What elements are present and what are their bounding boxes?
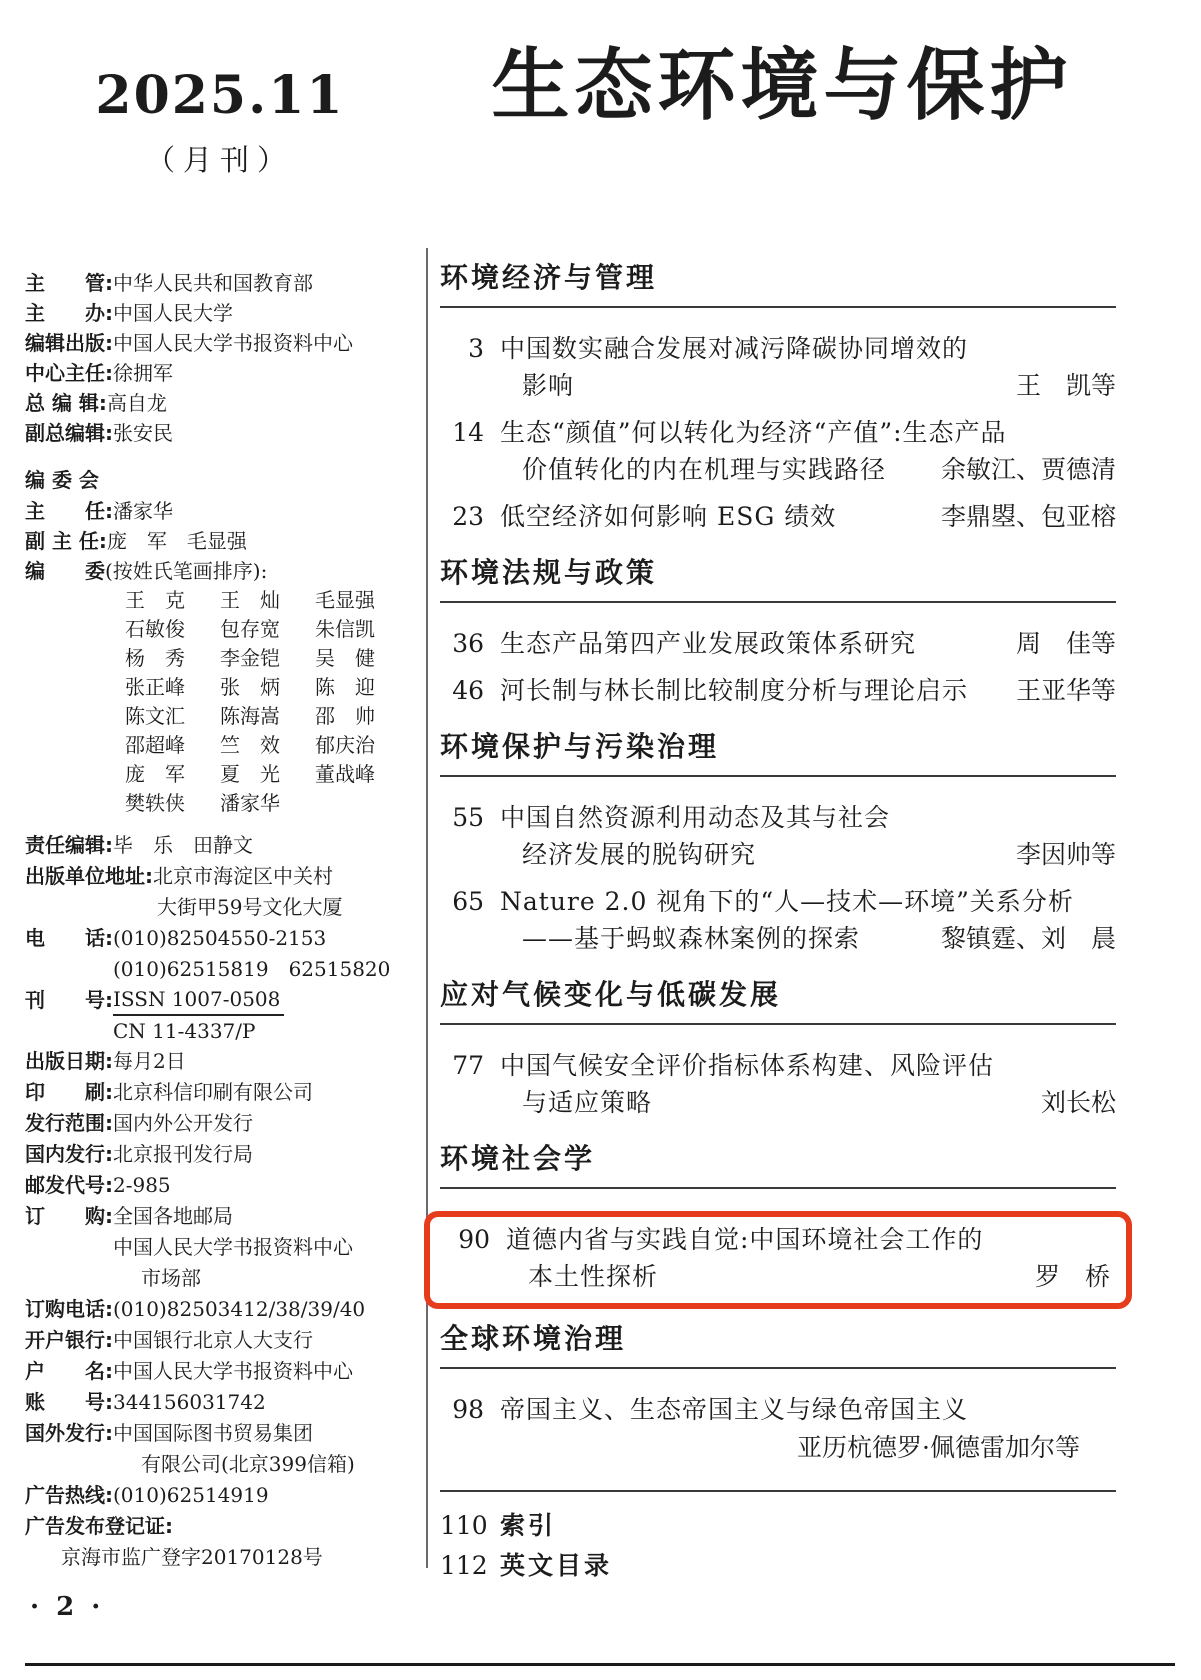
toc-item-english-contents [440, 1546, 1116, 1586]
info-value: 每月2日 [113, 1049, 186, 1073]
info-label: 主 办: [25, 301, 113, 325]
toc-item [440, 1047, 1116, 1121]
toc-authors: 亚历杭德罗·佩德雷加尔等 [797, 1433, 1080, 1462]
info-row-overseas-distribution [25, 1418, 423, 1480]
committee-member: 王 灿 [220, 588, 280, 612]
info-value: 中华人民共和国教育部 [113, 271, 313, 295]
info-label: 刊 号: [25, 988, 113, 1012]
committee-member: 朱信凯 [315, 617, 375, 641]
phone-line-2: (010)62515819 62515820 [113, 957, 391, 981]
info-value [113, 1418, 423, 1480]
section-rule [440, 775, 1116, 777]
info-label: 开户银行: [25, 1328, 113, 1352]
section-heading-global-governance: 全球环境治理 [440, 1322, 627, 1355]
info-label: 户 名: [25, 1359, 113, 1383]
section-rule [440, 1023, 1116, 1025]
info-label: 国外发行: [25, 1421, 113, 1445]
toc-authors: 王亚华等 [1015, 676, 1116, 705]
toc-authors: 刘长松 [1040, 1088, 1116, 1117]
publication-info-column [25, 268, 423, 1573]
toc-item [440, 883, 1116, 957]
publisher-block [25, 268, 423, 448]
info-value: 中国银行北京人大支行 [113, 1328, 313, 1352]
committee-member: 杨 秀 [125, 646, 185, 670]
info-row-phone [25, 923, 423, 985]
toc-authors: 余敏江、贾德清 [940, 455, 1116, 484]
subscription-line-1: 全国各地邮局 [113, 1204, 233, 1228]
committee-member: 张正峰 [125, 675, 185, 699]
info-row-order-phone [25, 1294, 423, 1325]
toc-title: 生态“颜值”何以转化为经济“产值”:生态产品 [500, 418, 1007, 447]
toc-page-number: 110 [440, 1511, 488, 1540]
info-label: 编辑出版: [25, 331, 113, 355]
info-value: 庞 军 毛显强 [106, 529, 247, 553]
info-value: 344156031742 [113, 1390, 266, 1414]
toc-title-continued: ——基于蚂蚁森林案例的探索 [522, 924, 861, 953]
info-row-account-number [25, 1387, 423, 1418]
section-rule [440, 1367, 1116, 1369]
toc-item [440, 799, 1116, 873]
section-rule [440, 306, 1116, 308]
info-value [113, 923, 423, 985]
committee-chair-row [25, 496, 423, 526]
toc-title: 河长制与林长制比较制度分析与理论启示 [500, 676, 969, 705]
toc-line [440, 1391, 1116, 1428]
info-value: 中国人民大学 [113, 301, 233, 325]
info-row-account-name [25, 1356, 423, 1387]
info-value: 徐拥军 [113, 361, 173, 385]
phone-line-1: (010)82504550-2153 [113, 926, 327, 950]
toc-title: 道德内省与实践自觉:中国环境社会工作的 [506, 1225, 984, 1254]
section-rule [440, 601, 1116, 603]
toc-title-continued: 与适应策略 [522, 1088, 653, 1117]
toc-page-number: 23 [452, 502, 484, 531]
toc-line [440, 367, 1116, 404]
toc-page-number: 77 [452, 1051, 484, 1080]
toc-item [440, 672, 1116, 709]
committee-member: 张 炳 [220, 675, 280, 699]
committee-member: 樊轶侠 [125, 791, 185, 815]
committee-member: 石敏俊 [125, 617, 185, 641]
info-label: 印 刷: [25, 1080, 113, 1104]
committee-member: 庞 军 [125, 762, 185, 786]
editorial-committee-block [25, 464, 423, 818]
info-row-bank [25, 1325, 423, 1356]
toc-line [440, 1084, 1116, 1121]
section-heading-env-protection: 环境保护与污染治理 [440, 730, 720, 763]
toc-line [440, 883, 1116, 920]
info-value: 中国人民大学书报资料中心 [113, 1359, 353, 1383]
info-row-ad-license-label [25, 1511, 423, 1542]
cn-number: CN 11-4337/P [113, 1019, 256, 1043]
distribution-block [25, 830, 423, 1573]
info-row-publish-date [25, 1046, 423, 1077]
toc-item-highlighted [446, 1221, 1110, 1295]
toc-title-continued: 经济发展的脱钩研究 [522, 840, 757, 869]
toc-title: 中国气候安全评价指标体系构建、风险评估 [500, 1051, 995, 1080]
info-label: 订 购: [25, 1204, 113, 1228]
table-of-contents [440, 258, 1116, 1586]
toc-line [440, 330, 1116, 367]
toc-item [440, 330, 1116, 404]
section-heading-env-law: 环境法规与政策 [440, 556, 658, 589]
toc-page-number: 36 [452, 629, 484, 658]
info-row-domestic-distribution [25, 1139, 423, 1170]
toc-item [440, 625, 1116, 662]
toc-title: 中国自然资源利用动态及其与社会 [500, 803, 891, 832]
info-value [113, 1201, 423, 1294]
committee-member: 毛显强 [315, 588, 375, 612]
ad-license-number: 京海市监广登字20170128号 [61, 1545, 323, 1569]
info-value: (010)82503412/38/39/40 [113, 1297, 366, 1321]
toc-page-number: 98 [452, 1395, 484, 1424]
toc-page-number: 14 [452, 418, 484, 447]
toc-item [440, 1391, 1116, 1468]
overseas-line-1: 中国国际图书贸易集团 [113, 1421, 313, 1445]
info-value: 潘家华 [113, 499, 173, 523]
toc-page-number: 112 [440, 1551, 488, 1580]
toc-page-number: 3 [468, 334, 484, 363]
toc-title: 低空经济如何影响 ESG 绩效 [500, 502, 837, 531]
toc-english-contents-label: 英文目录 [500, 1551, 613, 1580]
committee-members-row [25, 556, 423, 586]
toc-authors: 王 凯等 [1015, 371, 1116, 400]
issn-cn-fraction [113, 985, 284, 1046]
committee-member: 陈文汇 [125, 704, 185, 728]
info-value: 国内外公开发行 [113, 1111, 253, 1135]
overseas-line-2: 有限公司(北京399信箱) [141, 1452, 355, 1476]
toc-authors: 李因帅等 [1015, 840, 1116, 869]
toc-line [446, 1258, 1110, 1295]
info-row-postal-code [25, 1170, 423, 1201]
section-heading-climate: 应对气候变化与低碳发展 [440, 978, 782, 1011]
section-rule [440, 1187, 1116, 1189]
info-label: 副 主 任: [25, 529, 107, 553]
info-row-chief-editor [25, 388, 423, 418]
toc-page-number: 46 [452, 676, 484, 705]
bottom-border-line [25, 1663, 1175, 1666]
info-value: 北京报刊发行局 [113, 1142, 253, 1166]
info-value: 北京科信印刷有限公司 [113, 1080, 313, 1104]
info-label: 主 管: [25, 271, 113, 295]
subscription-line-3: 市场部 [141, 1266, 201, 1290]
column-divider-line [426, 248, 428, 1568]
committee-member: 郁庆治 [315, 733, 375, 757]
issue-number: 2025.11 [95, 65, 345, 126]
info-value: 中国人民大学书报资料中心 [113, 331, 353, 355]
page-number: · 2 · [30, 1592, 105, 1622]
toc-index-label: 索引 [500, 1511, 557, 1540]
committee-member: 夏 光 [220, 762, 280, 786]
section-heading-env-economy: 环境经济与管理 [440, 261, 658, 294]
info-row-ad-hotline [25, 1480, 423, 1511]
toc-title-continued: 价值转化的内在机理与实践路径 [522, 455, 887, 484]
committee-member: 潘家华 [220, 791, 280, 815]
issue-block [85, 66, 355, 178]
info-label: 广告热线: [25, 1483, 113, 1507]
toc-authors: 周 佳等 [1015, 629, 1116, 658]
committee-member: 邵超峰 [125, 733, 185, 757]
toc-line [446, 1221, 1110, 1258]
subscription-line-2: 中国人民大学书报资料中心 [113, 1235, 353, 1259]
committee-member: 吴 健 [315, 646, 375, 670]
toc-authors: 罗 桥 [1034, 1262, 1110, 1291]
toc-title-continued: 影响 [522, 371, 575, 400]
info-value: 毕 乐 田静文 [113, 833, 253, 857]
toc-title: 帝国主义、生态帝国主义与绿色帝国主义 [500, 1395, 969, 1424]
info-row-subscription [25, 1201, 423, 1294]
info-label: 责任编辑: [25, 833, 113, 857]
committee-member: 李金铠 [220, 646, 280, 670]
info-label: 订购电话: [25, 1297, 113, 1321]
toc-line [440, 836, 1116, 873]
committee-member: 竺 效 [220, 733, 280, 757]
toc-title-continued: 本土性探析 [528, 1262, 659, 1291]
toc-title: 中国数实融合发展对减污降碳协同增效的 [500, 334, 969, 363]
info-label: 广告发布登记证: [25, 1514, 173, 1538]
committee-member: 邵 帅 [315, 704, 375, 728]
toc-page-number: 65 [452, 887, 484, 916]
committee-vicechair-row [25, 526, 423, 556]
info-label: 出版日期: [25, 1049, 113, 1073]
members-sort-note: (按姓氏笔画排序): [105, 559, 268, 583]
info-row-circulation-scope [25, 1108, 423, 1139]
info-label: 主 任: [25, 499, 113, 523]
issn-number: ISSN 1007-0508 [113, 985, 284, 1016]
info-value: 2-985 [113, 1173, 171, 1197]
committee-member: 包存宽 [220, 617, 280, 641]
info-row-center-director [25, 358, 423, 388]
info-label: 账 号: [25, 1390, 113, 1414]
toc-item [440, 498, 1116, 535]
info-value: 张安民 [113, 421, 173, 445]
info-label: 发行范围: [25, 1111, 113, 1135]
info-value [153, 861, 423, 923]
toc-line [440, 414, 1116, 451]
info-label: 总 编 辑: [25, 391, 107, 415]
committee-member: 王 克 [125, 588, 185, 612]
toc-authors: 李鼎曌、包亚榕 [940, 502, 1116, 531]
toc-line [440, 672, 1116, 709]
info-value: 高自龙 [106, 391, 167, 415]
info-value: (010)62514919 [113, 1483, 269, 1507]
toc-item-index [440, 1506, 1116, 1546]
info-label: 编 委 [25, 559, 105, 583]
info-label: 副总编辑: [25, 421, 113, 445]
info-row-supervisor [25, 268, 423, 298]
toc-title: Nature 2.0 视角下的“人—技术—环境”关系分析 [500, 887, 1074, 916]
address-line-1: 北京市海淀区中关村 [153, 864, 333, 888]
info-row-organizer [25, 298, 423, 328]
toc-authors: 黎镇霆、刘 晨 [940, 924, 1116, 953]
journal-title: 生态环境与保护 [491, 40, 1073, 131]
info-label: 邮发代号: [25, 1173, 113, 1197]
committee-names-grid [125, 586, 423, 818]
info-row-printer [25, 1077, 423, 1108]
toc-line [440, 625, 1116, 662]
toc-title: 生态产品第四产业发展政策体系研究 [500, 629, 917, 658]
toc-item [440, 414, 1116, 488]
committee-member: 陈 迎 [315, 675, 375, 699]
info-row-issue-codes [25, 985, 423, 1046]
toc-line [440, 1047, 1116, 1084]
info-row-editor-publisher [25, 328, 423, 358]
address-line-2: 大街甲59号文化大厦 [157, 895, 343, 919]
info-row-responsible-editor [25, 830, 423, 861]
toc-page-number: 55 [452, 803, 484, 832]
toc-line [440, 920, 1116, 957]
toc-line [440, 498, 1116, 535]
toc-line [440, 451, 1116, 488]
info-label: 出版单位地址: [25, 864, 153, 888]
info-label: 国内发行: [25, 1142, 113, 1166]
issue-frequency: （月刊） [145, 143, 294, 177]
committee-member: 陈海嵩 [220, 704, 280, 728]
toc-page-number: 90 [458, 1225, 490, 1254]
info-label: 电 话: [25, 926, 113, 950]
toc-line [440, 799, 1116, 836]
end-section-rule [440, 1490, 1116, 1492]
section-heading-env-sociology: 环境社会学 [440, 1142, 596, 1175]
committee-member: 董战峰 [315, 762, 375, 786]
info-row-deputy-chief-editor [25, 418, 423, 448]
info-row-publisher-address [25, 861, 423, 923]
committee-heading: 编 委 会 [25, 468, 99, 492]
info-label: 中心主任: [25, 361, 113, 385]
highlight-annotation-box [424, 1211, 1132, 1309]
